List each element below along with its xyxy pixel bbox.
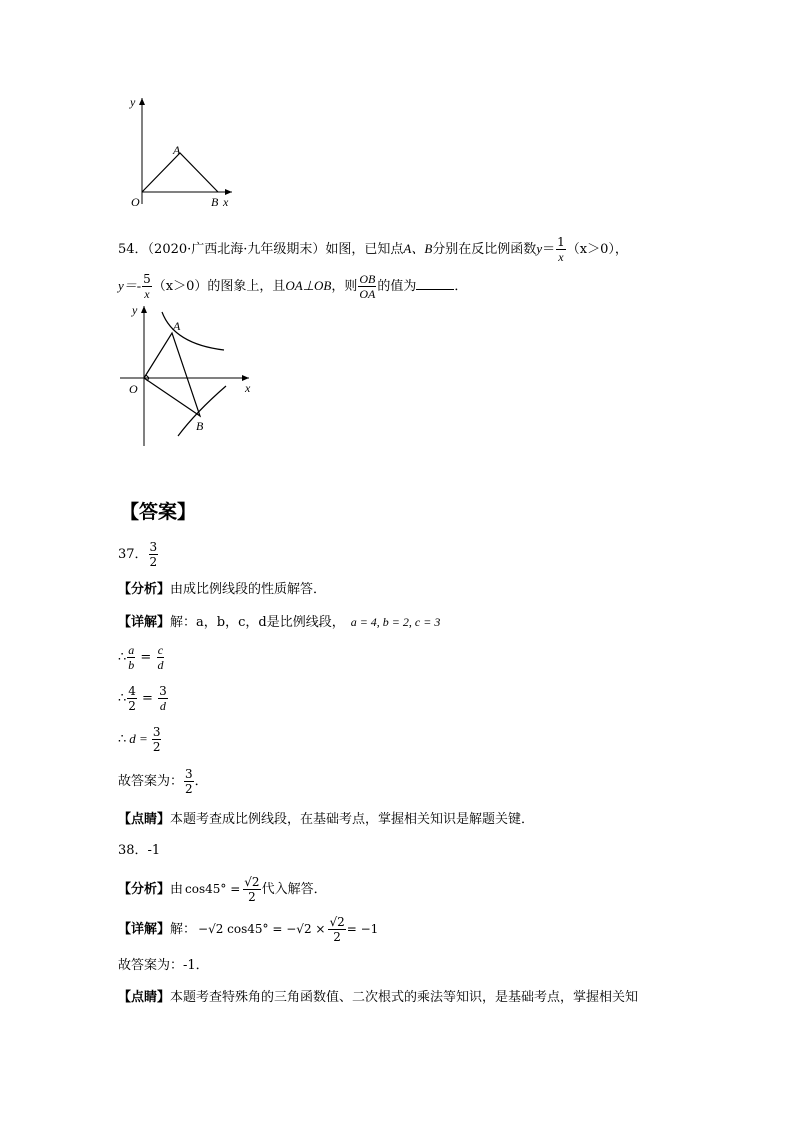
q54-then: ，则 [331, 279, 358, 294]
a37-comment-tag: 【点睛】 [118, 812, 171, 827]
a38-detail: 【详解】解： −√2 cos45° = −√2 × $\frac{√2}{2}$ = −1 [118, 915, 379, 944]
q54-cond: （x＞0）， [566, 242, 628, 257]
q54-end: ． [454, 279, 468, 294]
q54-points: A、B [403, 241, 433, 256]
fig1-x-label: x [223, 195, 229, 209]
a37-given: a = 4, b = 2, c = 3 [350, 615, 441, 629]
figure-hyperbola [112, 300, 262, 452]
fig2-y-label: y [132, 303, 138, 317]
triangle-oab [142, 153, 218, 192]
q54-f1-fraction: $\frac{1}{x}$ [557, 235, 565, 264]
fig1-o-label: O [131, 195, 140, 209]
a37-detail-text: 解：a，b，c，d是比例线段， [170, 615, 345, 630]
q54-f1-lhs: y [536, 241, 543, 256]
a37-final: 故答案为： $\frac{3}{2}$ ． [118, 767, 208, 796]
q54-perp: OA⊥OB [285, 278, 332, 293]
q54-tail: 的值为 [377, 279, 417, 294]
a37-detail-tag: 【详解】 [118, 615, 171, 630]
a37-analysis [118, 582, 326, 598]
a38-number: 38．-1 [118, 843, 161, 858]
q54-ratio-fraction: $\frac{OB}{OA}$ [359, 272, 376, 301]
answer-heading: 【答案】 [120, 501, 197, 523]
curve-y-1-over-x [162, 312, 224, 350]
a37-number-line [118, 540, 159, 569]
a37-number: 37． [118, 547, 148, 562]
a37-step3: ∴ d = $\frac{3}{2}$ [118, 725, 161, 754]
q54-line2 [118, 272, 467, 301]
fig2-o-label: O [129, 382, 138, 396]
y-axis-arrow [141, 306, 147, 313]
fig2-b-label: B [196, 419, 204, 433]
figure-triangle [112, 92, 242, 214]
fig1-a-label: A [173, 143, 181, 157]
a37-analysis-tag: 【分析】 [118, 582, 171, 597]
q54-line1: 54．（2020·广西北海·九年级期末）如图，已知点A、B分别在反比例函数y＝ $\frac{1}{x}$ （x＞0）， [118, 235, 628, 264]
q54-source: （2020·广西北海·九年级期末）如图，已知点 [147, 242, 404, 257]
a37-comment-text: 本题考查成比例线段，在基础考点，掌握相关知识是解题关键． [170, 812, 535, 827]
a37-analysis-text: 由成比例线段的性质解答． [170, 582, 327, 597]
a37-step2: ∴ $\frac{4}{2}$ = $\frac{3}{d}$ [118, 684, 167, 713]
a38-comment: 【点睛】本题考查特殊角的三角函数值、二次根式的乘法等知识，是基础考点，掌握相关知 [118, 990, 639, 1005]
a38-analysis: 【分析】由 cos45° = $\frac{√2}{2}$ 代入解答． [118, 875, 327, 904]
y-axis-arrow [139, 98, 145, 105]
a37-comment [118, 812, 534, 828]
q54-answer-blank [416, 277, 454, 290]
a37-detail [118, 614, 440, 631]
fig2-x-label: x [245, 381, 251, 395]
q54-f2-fraction: $\frac{5}{x}$ [143, 272, 151, 301]
triangle-oab [144, 333, 200, 416]
q54-mid: 分别在反比例函数 [432, 242, 537, 257]
q54-cond2: （x＞0）的图象上，且 [152, 279, 286, 294]
a37-step1: ∴ $\frac{a}{b}$ = $\frac{c}{d}$ [118, 643, 164, 672]
fig1-b-label: B [211, 195, 219, 209]
a38-final: 故答案为：-1． [118, 958, 209, 973]
fig2-a-label: A [173, 319, 181, 333]
a37-answer-fraction: $\frac{3}{2}$ [149, 540, 158, 569]
q54-number: 54． [118, 242, 148, 257]
fig1-y-label: y [130, 95, 136, 109]
q54-f2-lhs: y＝- [118, 278, 142, 293]
